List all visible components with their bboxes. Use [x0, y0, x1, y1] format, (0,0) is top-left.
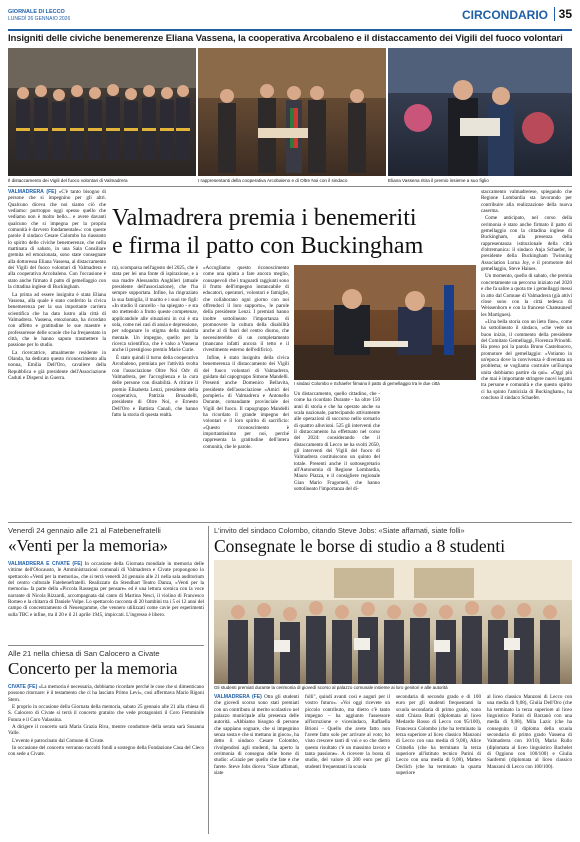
article1-divider: [8, 522, 572, 523]
article3-body-p3: A dirigere il concerto sarà Maria Grazia Riva, mentre conduttore della serata sarà Susanna Valle.: [8, 724, 204, 737]
article2-divider: [8, 645, 204, 646]
students-illustration: [214, 560, 572, 684]
article4-photo-students: [214, 560, 572, 684]
article3-body-p1: CIVATE (FE) «La memoria è necessaria, dobbiamo ricordare perché le cose che si dimenticano possono ritornare: è il testamento che ci ha lasciato Primo Levi», così affermava Mario Rigoni Stern.: [8, 684, 204, 703]
article4-col1: [214, 694, 299, 834]
article1-col2-p1: ra), scomparsa nell'agosto del 2025, che è stata per lei una fonte di ispirazione, e a sua madre Alessandra Anghileri (attuale presidente dell'associazione), che l'ha sempre supportata. Infine, ha ringraziato la sua famiglia, il marito e i suoi tre figli: «In studio il cancello - ha spiegato - e sta sto mettendo a frutto queste competenze, applicandole alle situazioni in cui è sta sola, come nei casi di ansia e depressione, per sdoganare lo stigma della malattia mentale. Un impegno, quello per la ricerca scientifica, che è valso a Vassena anche il prestigioso premio Marie Curie.: [112, 265, 198, 354]
photo-cooperative: [198, 48, 386, 176]
photo-vassena: [388, 48, 572, 176]
article1-col1-p2: La prima ad essere insignita è stata Eliana Vassena, alla quale è stato conferito la civica benemerenza per la sua importante carriera scientifica che ha dato lustro alla città di Valmadrera. Vassena, emozionata, ha ricordato con affetto e gratitudine le sue maestre e professoresse delle scuole che ha frequentato in città, che le hanno saputo trasmettere la passione per lo studio.: [8, 291, 106, 349]
article4-col1-p1: VALMADRERA (FE) Otto gli studenti che giovedì scorso sono stati premiati con un contributo al merito scolastico nel palazzo municipale alla presenza delle autorità. «Abbiamo bisogno di persone che sappiano sognare, che si impegnino senza sosta e che si mettano in gioco», ha detto il sindaco Cesare Colombo, rivolgendosi agli studenti, ha aperto la cerimonia di consegna delle borse di studio: «Grazie per quello che fate e che farete. Steve Jobs diceva "Siate affamati, siate: [214, 694, 299, 777]
article1-col1-p3: La ricercatrice, attualmente residente in Olanda, ha dedicato questo riconoscimento alla nonna, Emilia Dell'Oro, cavaliere della Repubblica e già presidente dell'Associazione Caduti e Dispersi in Guerra.: [8, 349, 106, 381]
section-name: CIRCONDARIO: [462, 8, 548, 22]
photo-vassena-caption: Eliana Vassena ritira il premio insieme a suo figlio: [388, 178, 489, 183]
article3-body-p5: In occasione del concerto verranno raccolti fondi a sostegno della Fondazione Casa del Cieco con sede a Civate.: [8, 745, 204, 758]
article3-body: [8, 684, 204, 834]
article4-col3-p1: secondaria di secondo grado e di 100 euro per gli studenti frequentanti la scuola secondaria di primo grado, sono stati Chiara Butti (diplomata al liceo Medardo Rosso di Lecco con 95/100), Francesca Colombo (che ha terminato la terza superiore al liceo classico Manzoni di Lecco con una media di 9,08), Alice Crimella (che ha terminato la terza superiore all'istituto tecnico Parini di Lecco con una media di 9,08), Matteo Declich (che ha terminato la quarta superiore: [396, 694, 481, 777]
article4-headline: Consegnate le borse di studio a 8 studenti: [214, 536, 506, 556]
cooperative-illustration: [198, 48, 386, 176]
article1-col5-p2: Come anticipato, nel corso della cerimonia è stato anche firmato il patto di gemellaggio con la cittadina inglese di Buckingham, alla presenza della rappresentanza istituzionale della città d'oltremanica: il sindaco Anja Schaefer, le presidente della Buckingham Twinning Association Lorna Joy, e il promotore del gemellaggio, Steve Haines.: [481, 215, 572, 273]
article1-col3-p2: Infine, è stato insignito della civica benemerenza il distaccamento dei Vigili del fuoco volontari di Valmadrera, guidato dal capogruppo Simone Mandelli. Presenti anche Domenico Bellavita, presidente dell'associazione «Amici dei pompieri» di Valmadrera e Antonello Durante, comandante provinciale dei Vigili del fuoco. Il capogruppo Mandelli ha ricordato il grande impegno dei volontari e il loro spirito di sacrificio: «Questo riconoscimento è importantissimo per noi, perché rappresenta la gratitudine dell'intera comunità, che le parole.: [203, 354, 289, 450]
photo-firefighters: [8, 48, 196, 176]
banner-divider: [8, 186, 572, 187]
page-number: 35: [554, 7, 572, 21]
article4-col2: [305, 694, 390, 834]
article1-headline-line2: e firma il patto con Buckingham: [112, 233, 424, 259]
article1-col3-p1: «Accogliamo questo riconoscimento come una spinta a fare ancora meglio, consapevoli che i traguardi raggiunti sono il frutto dell'impegno instancabile di educatori, operatori, volontari e famiglie, che collaborano ogni giorno con noi offrendoci il loro supporto», le parole della presidente Lenzi. I premiati hanno inoltre sottolineato l'importanza di promuovere la cultura della disabilità anche al di fuori del centro diurno, che necessiterebbe di un completamento (mancano infatti ancora il tetto e il rivestimento esterno dell'edificio).: [203, 265, 289, 354]
dateline: VALMADRERA (FE): [8, 189, 57, 195]
article3-headline: Concerto per la memoria: [8, 659, 178, 678]
article1-col2: [112, 265, 198, 519]
article3-body-p2: E proprio in occasione della Giornata della memoria, sabato 25 gennaio alle 21 alla chiesa di S. Calocero di Civate si terrà il concerto gratuito che vede protagonisti il Coro Femminile Futura e il Coro Valassina.: [8, 704, 204, 723]
article1-col1-p1: VALMADRERA (FE) «C'è tanto bisogno di persone che si impegnino per gli altri. Qualcuno diceva che noi siamo ciò che vediamo: purtroppo oggi spesso quello che vediamo non è molto bello... e avere davanti qualcuno che si impegna per la propria comunità è davvero fondamentale»: con queste parole il sindaco Cesare Colombo ha riassunto lo spirito delle civiche benemerenze, che nella mattinata di sabato, in una Sala Consiliare gremita ed emozionata, sono state consegnate alla dottoressa Eliana Vassena, al distaccamento dei Vigili del fuoco volontari di Valmadrera e alla cooperativa Arcobaleno. Con l'occasione è stato anche firmato il patto di gemellaggio con la cittadina inglese di Buckingham.: [8, 189, 106, 291]
article2-kicker: Venerdì 24 gennaio alle 21 al Fatebenefratelli: [8, 526, 161, 535]
article1-col4: [294, 391, 380, 519]
masthead-rule: [8, 29, 572, 31]
article2-body-p1: VALMADRERA E CIVATE (FE) In occasione della Giornata mondiale in memoria delle vittime dell'Olocausto, le Amministrazioni comunali di Valmadrera e Civate propongono lo spettacolo «Venti per la memoria», che si terrà venerdì 24 gennaio alle 21 nella sala auditorium del centro culturale Fatebenefratelli. Realizzato da Stendhart Teatro Danza, «Venti per la memoria» fa parte della «Piccola Rassegna per pensare» ed è una lettura scenica con la voce narrante di Nicola Rizzardi, accompagnata dal canto di Martina Nesci, il violino di Francesco Romeo e la chitarra di Daniele Volpe. Lo spettacolo racconta di 20 bambini tra i 5 ei 12 anni del campo di concentramento di Neuengamme, che vennero utilizzati come cavie per esperimenti sulla TBC e infine, tra il 20 e il 21 aprile 1945, impiccati. L'ingresso è libero.: [8, 561, 204, 618]
article1-photo-caption: I sindaci Colombo e Schaefer firmano il patto di gemellaggio tra le due città: [294, 381, 440, 386]
article2-headline: «Venti per la memoria»: [8, 536, 169, 555]
masthead: [8, 6, 572, 28]
dateline: VALMADRERA E CIVATE (FE): [8, 561, 83, 567]
article1-col3: [203, 265, 289, 519]
article4-photo-caption: Gli studenti premiati durante la cerimonia di giovedì scorso al palazzo comunale insieme ai loro genitori e alle autorità: [214, 685, 448, 690]
vertical-divider: [208, 526, 209, 834]
article4-col2-p1: folli", quindi avanti così e auguri per il vostro futuro». «Voi oggi ricevete un piccolo contributo, ma dietro c'è tanto impegno – ha aggiunto l'assessore all'istruzione e vicesindaco, Raffaella Brioni – Quello che avete fatto non l'avete fatto solo per arrivare al voto; ho visto crescere tanti di voi e so che dietro questo risultato c'è un massimo lavoro e tanta passione». A ricevere la borsa di studio, del valore di 200 euro per gli studenti frequentanti la scuola: [305, 694, 390, 770]
article1-col5: [481, 189, 572, 519]
vassena-illustration: [388, 48, 572, 176]
article1-col4b: [385, 391, 476, 519]
article3-kicker: Alle 21 nella chiesa di San Calocero a Civate: [8, 649, 160, 658]
article1-col4-p1: Un distaccamento, quello cittadino, che - come ha ricordato Durante - ha oltre 150 anni di storia e che ha operato anche su scala nazionale, partecipando attivamente alle operazioni di soccorso nello scenario di quattro alluvioni. 525 gli interventi che il distaccamento ha effettuato nel corso del 2024: considerando che il distaccamento di Lecco ne ha svolti 2650, gli interventi dei Vigili del fuoco di Valmadrera costituiscono un quinto del totale. Presenti anche il sottosegretario all'Autonomia di Regione Lombardia, Mauro Piazza, e il consigliere regionale Gian Mario Fragomeli, che hanno sottolineato l'importanza del di-: [294, 391, 380, 493]
article1-photo-signing: [294, 265, 476, 380]
article1-col1: [8, 189, 106, 519]
firefighters-illustration: [8, 48, 196, 176]
article1-col2-p2: È stato quindi il turno della cooperativa Arcobaleno, premiata per l'attività svolta con l'associazione Oltre Noi Odv di Valmadrera, per l'accoglienza e la cura delle persone con disabilità. A ritirare il premio Elisabetta Lenzi, presidente della cooperativa, Patrizia Brusadelli, presidente di Oltre Noi, e Ernesto Dell'Oro e Battista Canali, che hanno fatto la storia di questa realtà.: [112, 354, 198, 418]
article4-col4-p1: al liceo classico Manzoni di Lecco con una media di 9,08), Giulia Dell'Oro (che ha terminato la terza superiore al liceo linguistico Parini di Barzanò con una media di 9,08), Mila Lazic (che ha conseguito il diploma della scuola secondaria di primo grado Vassena di Valmadrera con 10/10), Maria Rullo (diplomata al liceo linguistico Bachelet di Oggiono con 100/100) e Giulia Sanfermi (diplomata al liceo classico Manzoni di Lecco con 100/100).: [487, 694, 572, 770]
article3-body-p4: L'evento è patrocinato dal Comune di Civate.: [12, 737, 105, 744]
article2-body: [8, 561, 204, 643]
article1-headline: [112, 204, 482, 260]
dateline: CIVATE (FE): [8, 684, 38, 690]
signing-illustration: [294, 265, 476, 380]
article1-col5-p3: Un momento, quello di sabato, che premia concretamente un percorso iniziato nel 2020 e che fa salire a quota tre i gemellaggi messi in atto dal Comune di Valmadrera (già attivi close sono con la città tedesca di Weissenhorn e con la francese Chateauneuf les Martigues).: [481, 273, 572, 318]
article4-col4: [487, 694, 572, 834]
photo-cooperative-caption: I rappresentanti della cooperativa Arcobaleno e di Oltre Noi con il sindaco: [198, 178, 348, 183]
dateline: VALMADRERA (FE): [214, 694, 262, 700]
photo-firefighters-caption: Il distaccamento dei Vigili del fuoco volontari di Valmadrera: [8, 178, 128, 183]
top-banner-headline: Insigniti delle civiche benemerenze Eliana Vassena, la cooperativa Arcobaleno e il distaccamento dei Vigili del fuoco volontari: [8, 33, 563, 44]
article1-col5-p1: staccamento valmadrerese, spiegando che Regione Lombardia sta lavorando per contribuire alla realizzazione della nuova caserma.: [481, 189, 572, 215]
article4-kicker: L'invito del sindaco Colombo, citando Steve Jobs: «Siate affamati, siate folli»: [214, 526, 465, 535]
article4-col3: [396, 694, 481, 834]
article1-headline-line1: Valmadrera premia i benemeriti: [112, 205, 417, 231]
paper-name: GIORNALE DI LECCO: [8, 9, 65, 15]
issue-date: LUNEDÌ 26 GENNAIO 2026: [8, 16, 71, 22]
article1-col5-p4: «Una bella storia con un lieto fine», come ha sottolineato il sindaco, «che vede un buon inizio, il commento della presidente del Comitato Gemellaggi, Fiorenza Prinoldi. Ha preso poi la parola Bruno Castelnuovo, promotore del gemellaggio: «Votiamo in un'epoca dove la convivenza è diventata un problema; se vogliamo costruire un'Europa unita dobbiamo partire da qui». «Oggi più che mai è importante stringere nuovi legami tra persone e comunità e che questo spirito ci ha spinto l'amicizia di Buckingham», ha concluso il sindaco Schaefer.: [481, 318, 572, 401]
